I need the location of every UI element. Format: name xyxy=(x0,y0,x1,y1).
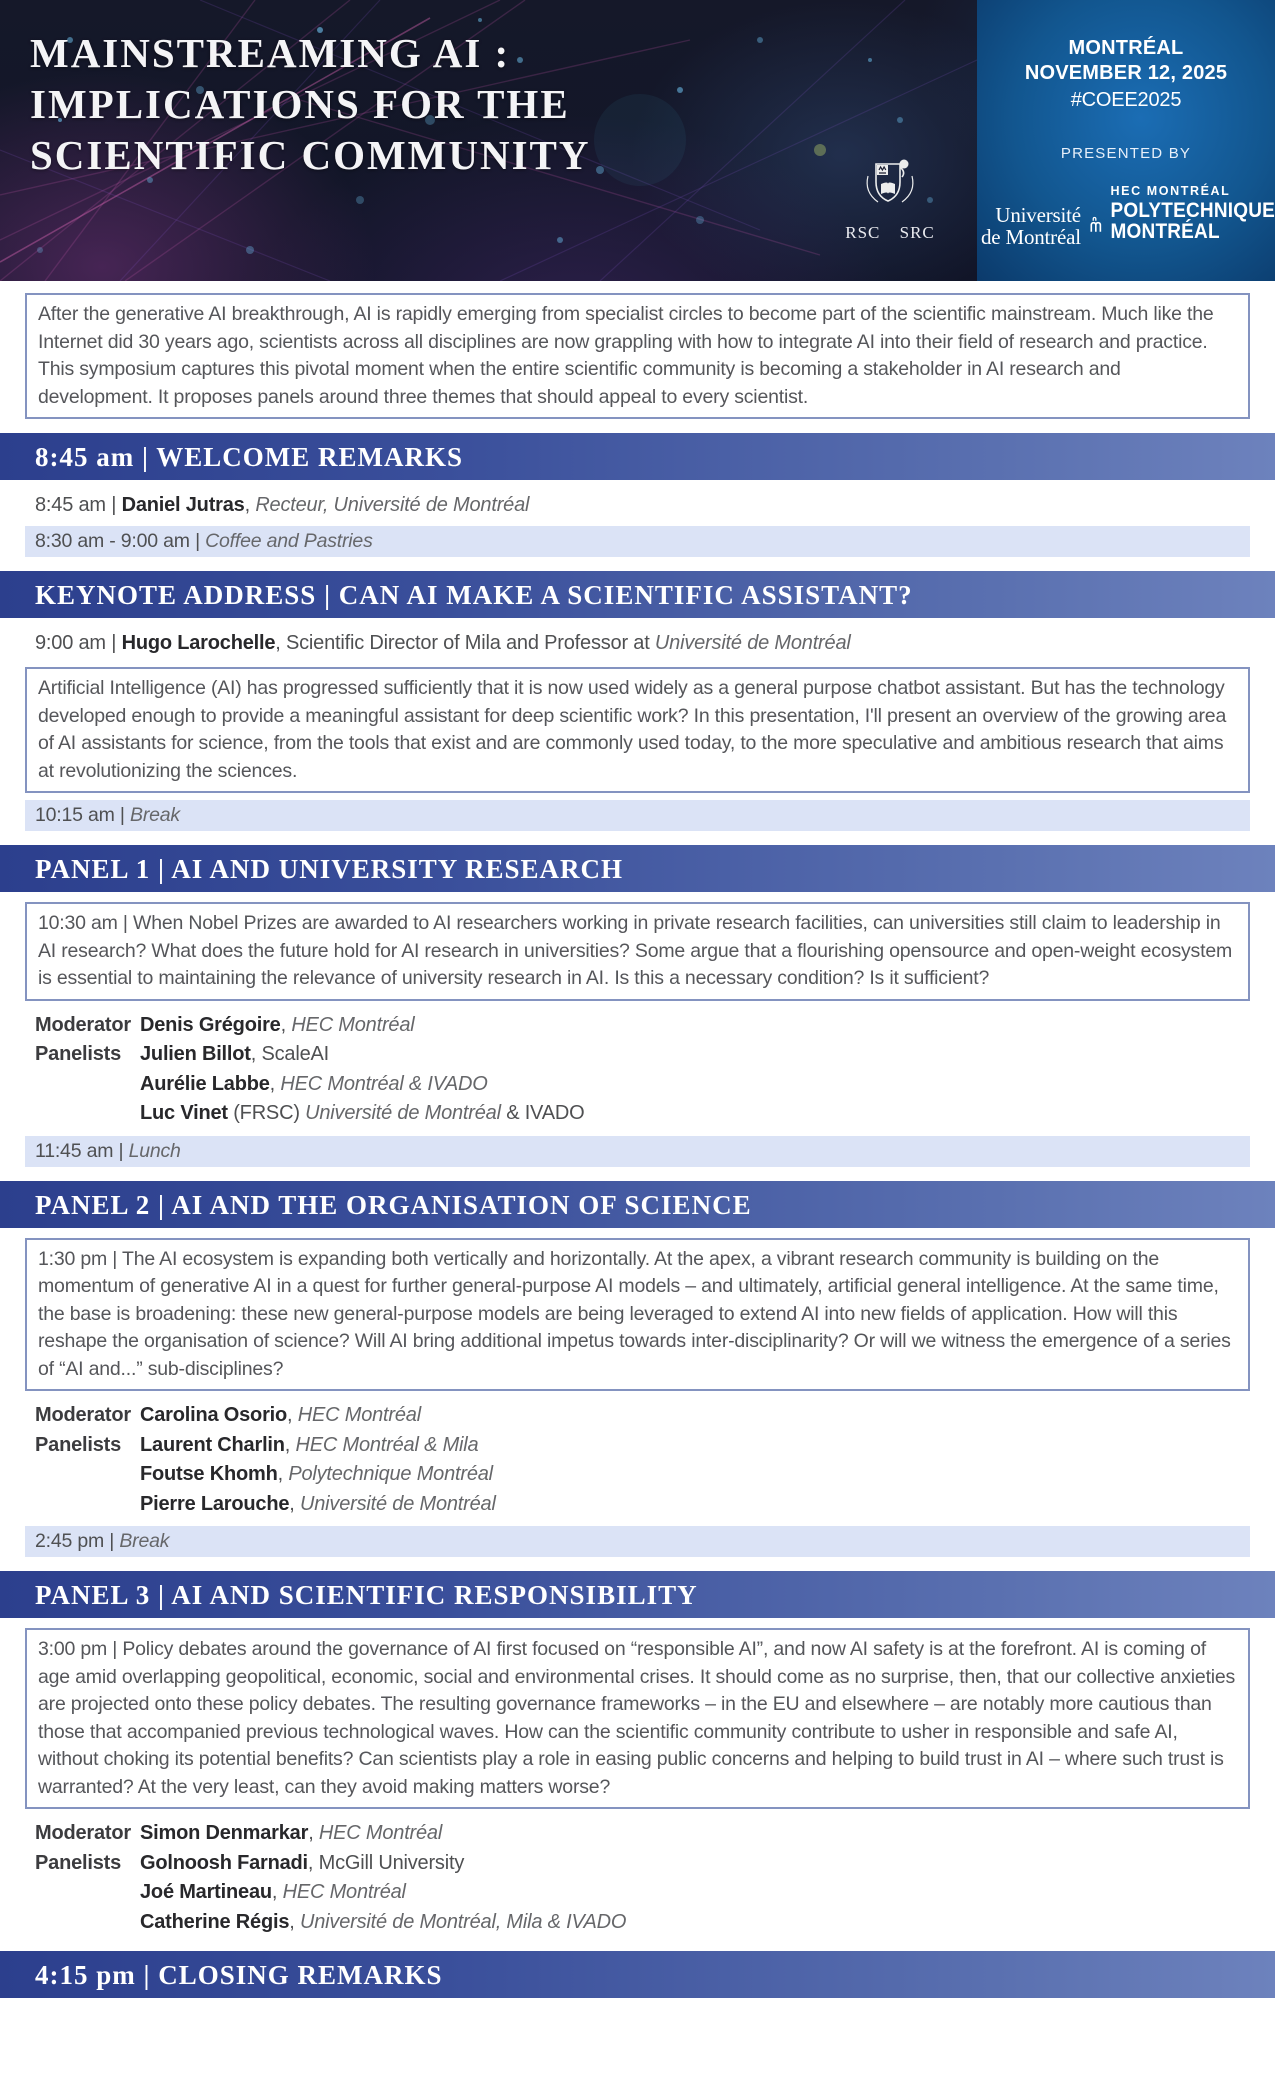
schedule-note xyxy=(25,800,1250,831)
person-row xyxy=(35,1878,1250,1908)
page-title xyxy=(30,28,591,181)
description-box: 1:30 pm | The AI ecosystem is expanding both vertically and horizontally. At the apex, a vibrant research community is building on the momentum of generative AI in a quest for further general-purpose AI models – and ultimately, artificial general intelligence. At the same time, the base is broadening: these new general-purpose models are being leveraged to extend AI into new fields of application. How will this reshape the organisation of science? Will AI bring additional impetus towards inter-disciplinarity? Or will we witness the emergence of a series of “AI and...” sub-disciplines? xyxy=(25,1238,1250,1392)
speaker-line xyxy=(35,630,1250,657)
presenter-logos xyxy=(977,184,1275,248)
person-role-label xyxy=(35,1460,140,1490)
text-segment: Luc Vinet xyxy=(140,1102,228,1124)
hec-poly-logo xyxy=(1110,184,1275,244)
person-role-label xyxy=(35,1490,140,1520)
text-segment: , Scientific Director of Mila and Professor at xyxy=(275,632,655,654)
event-hashtag: #COEE2025 xyxy=(1070,89,1182,111)
text-segment: Carolina Osorio xyxy=(140,1404,288,1426)
text-segment: 11:45 am | xyxy=(35,1139,129,1162)
speaker-line xyxy=(35,492,1250,519)
text-segment: Break xyxy=(130,804,180,826)
udem-logo xyxy=(981,204,1081,248)
person-row xyxy=(35,1849,1250,1879)
person-name-affiliation xyxy=(140,1070,1250,1100)
text-segment: Université de Montréal xyxy=(300,1492,496,1515)
poly-logo-line-1: POLYTECHNIQUE xyxy=(1110,199,1275,223)
person-role-label xyxy=(35,1908,140,1938)
text-segment: , xyxy=(280,1013,292,1036)
text-segment: Break xyxy=(119,1530,170,1552)
person-role-label xyxy=(35,1878,140,1908)
text-segment: HEC Montréal xyxy=(297,1404,421,1426)
person-row xyxy=(35,1431,1250,1461)
text-segment: Denis Grégoire xyxy=(140,1013,281,1036)
title-line-1: MAINSTREAMING AI : xyxy=(30,30,511,76)
text-segment: , xyxy=(277,1463,289,1485)
text-segment: Université de Montréal xyxy=(305,1102,501,1124)
intro-paragraph: After the generative AI breakthrough, AI is rapidly emerging from specialist circles to become part of the scientific mainstream. Much like the Internet did 30 years ago, scientists across all disciplines are now grappling with how to integrate AI into their field of research and practice. This symposium captures this pivotal moment when the entire scientific community is becoming a stakeholder in AI research and development. It proposes panels around three themes that should appeal to every scientist. xyxy=(25,293,1250,419)
description-box: Artificial Intelligence (AI) has progressed sufficiently that it is now used widely as a general purpose chatbot assistant. But has the technology developed enough to provide a meaningful assistant for deep scientific work? In this presentation, I'll present an overview of the growing area of AI assistants for science, from the tools that exist and are commonly used today, to the more speculative and ambitious research that aims at revolutionizing the sciences. xyxy=(25,667,1250,793)
text-segment: HEC Montréal & IVADO xyxy=(280,1072,488,1095)
text-segment: , xyxy=(269,1072,281,1095)
header xyxy=(0,0,1275,281)
text-segment: Daniel Jutras xyxy=(121,494,245,516)
text-segment: Foutse Khomh xyxy=(140,1463,278,1485)
person-role-label: Moderator xyxy=(35,1013,131,1036)
text-segment: , ScaleAI xyxy=(250,1043,329,1065)
hec-logo-text: HEC MONTRÉAL xyxy=(1110,184,1231,198)
text-segment: (FRSC) xyxy=(227,1102,306,1124)
person-name-affiliation xyxy=(140,1040,1250,1070)
event-city: MONTRÉAL xyxy=(1068,37,1184,59)
person-row xyxy=(35,1908,1250,1938)
person-role-label: Panelists xyxy=(35,1433,122,1456)
text-segment: Julien Billot xyxy=(140,1043,251,1065)
person-role-label xyxy=(35,1070,140,1100)
text-segment: , McGill University xyxy=(307,1851,465,1874)
text-segment: & IVADO xyxy=(500,1102,585,1124)
person-role-label: Moderator xyxy=(35,1822,131,1844)
text-segment: Joé Martineau xyxy=(140,1881,272,1903)
person-name-affiliation xyxy=(140,1431,1250,1461)
text-segment: Aurélie Labbe xyxy=(140,1072,270,1095)
text-segment: HEC Montréal xyxy=(318,1822,443,1844)
rsc-logo xyxy=(845,158,935,243)
text-segment: , xyxy=(271,1881,283,1903)
text-segment: Université de Montréal xyxy=(654,632,851,654)
text-segment: 8:30 am - 9:00 am | xyxy=(35,530,206,552)
person-row xyxy=(35,1819,1250,1849)
person-name-affiliation xyxy=(140,1878,1250,1908)
people-list xyxy=(35,1819,1250,1937)
text-segment: , xyxy=(244,494,256,516)
text-segment: , xyxy=(287,1404,298,1426)
schedule-note xyxy=(25,1136,1250,1167)
person-name-affiliation xyxy=(140,1908,1250,1938)
text-segment: Lunch xyxy=(128,1139,181,1162)
person-role-label: Panelists xyxy=(35,1851,122,1874)
schedule-note xyxy=(25,526,1250,557)
text-segment: Pierre Larouche xyxy=(140,1492,290,1515)
person-row xyxy=(35,1460,1250,1490)
text-segment: HEC Montréal xyxy=(291,1013,415,1036)
udem-logo-line-1: Université xyxy=(995,203,1081,227)
rsc-logo-label: RSC SRC xyxy=(845,223,935,242)
text-segment: Polytechnique Montréal xyxy=(288,1463,493,1485)
text-segment: Golnoosh Farnadi xyxy=(140,1851,308,1874)
section-band: PANEL 2 | AI AND THE ORGANISATION OF SCIENCE xyxy=(0,1181,1275,1228)
text-segment: 9:00 am | xyxy=(35,632,122,654)
person-row xyxy=(35,1070,1250,1100)
people-list xyxy=(35,1011,1250,1129)
text-segment: HEC Montréal xyxy=(282,1881,406,1903)
rsc-crest-icon xyxy=(854,158,926,216)
text-segment: Coffee and Pastries xyxy=(205,530,373,552)
person-name-affiliation xyxy=(140,1490,1250,1520)
person-role-label: Moderator xyxy=(35,1404,131,1426)
text-segment: , xyxy=(308,1822,319,1844)
text-segment: 10:15 am | xyxy=(35,804,131,826)
person-name-affiliation xyxy=(140,1401,1250,1431)
person-row xyxy=(35,1490,1250,1520)
campus-montreal-icon xyxy=(1090,200,1102,248)
person-row xyxy=(35,1011,1250,1041)
udem-logo-line-2: de Montréal xyxy=(981,225,1081,249)
person-row xyxy=(35,1099,1250,1129)
title-line-3: SCIENTIFIC COMMUNITY xyxy=(30,132,591,178)
text-segment: Simon Denmarkar xyxy=(140,1822,309,1844)
person-name-affiliation xyxy=(140,1849,1250,1879)
description-box: 10:30 am | When Nobel Prizes are awarded to AI researchers working in private research facilities, can universities still claim to leadership in AI research? What does the future hold for AI research in universities? Some argue that a flourishing opensource and open-weight ecosystem is essential to maintaining the relevance of university research in AI. Is this a necessary condition? Is it sufficient? xyxy=(25,902,1250,1001)
text-segment: 8:45 am | xyxy=(35,494,122,516)
person-role-label xyxy=(35,1099,140,1129)
text-segment: , xyxy=(284,1433,296,1456)
person-row xyxy=(35,1040,1250,1070)
event-info-panel xyxy=(977,0,1275,281)
program-sections xyxy=(0,433,1275,1998)
text-segment: , xyxy=(289,1492,301,1515)
event-date: NOVEMBER 12, 2025 xyxy=(1024,62,1228,84)
text-segment: , xyxy=(289,1910,300,1933)
text-segment: Hugo Larochelle xyxy=(121,632,276,654)
text-segment: HEC Montréal & Mila xyxy=(295,1433,479,1456)
text-segment: Recteur, Université de Montréal xyxy=(255,494,530,516)
person-name-affiliation xyxy=(140,1099,1250,1129)
section-band: PANEL 3 | AI AND SCIENTIFIC RESPONSIBILITY xyxy=(0,1571,1275,1618)
person-name-affiliation xyxy=(140,1819,1250,1849)
person-row xyxy=(35,1401,1250,1431)
presented-by-label: PRESENTED BY xyxy=(1060,145,1192,162)
section-band: KEYNOTE ADDRESS | CAN AI MAKE A SCIENTIFIC ASSISTANT? xyxy=(0,571,1275,618)
title-line-2: IMPLICATIONS FOR THE xyxy=(30,81,570,127)
section-band: PANEL 1 | AI AND UNIVERSITY RESEARCH xyxy=(0,845,1275,892)
text-segment: Laurent Charlin xyxy=(140,1433,285,1456)
person-name-affiliation xyxy=(140,1011,1250,1041)
section-band: 4:15 pm | CLOSING REMARKS xyxy=(0,1951,1275,1998)
poly-logo-line-2: MONTRÉAL xyxy=(1110,220,1220,244)
person-role-label: Panelists xyxy=(35,1043,122,1065)
description-box: 3:00 pm | Policy debates around the governance of AI first focused on “responsible AI”, and now AI safety is at the forefront. AI is coming of age amid overlapping geopolitical, economic, social and environmental crises. It should come as no surprise, then, that our collective anxieties are projected onto these policy debates. The resulting governance frameworks – in the EU and elsewhere – are notably more cautious than those that accompanied previous technological waves. How can the scientific community contribute to usher in responsible and safe AI, without choking its potential benefits? Can scientists play a role in easing public concerns and helping to build trust in AI – where such trust is warranted? At the very least, can they avoid making matters worse? xyxy=(25,1628,1250,1809)
people-list xyxy=(35,1401,1250,1519)
section-band: 8:45 am | WELCOME REMARKS xyxy=(0,433,1275,480)
schedule-note xyxy=(25,1526,1250,1557)
person-name-affiliation xyxy=(140,1460,1250,1490)
text-segment: 2:45 pm | xyxy=(35,1530,120,1552)
text-segment: Université de Montréal, Mila & IVADO xyxy=(300,1910,627,1933)
text-segment: Catherine Régis xyxy=(140,1910,290,1933)
